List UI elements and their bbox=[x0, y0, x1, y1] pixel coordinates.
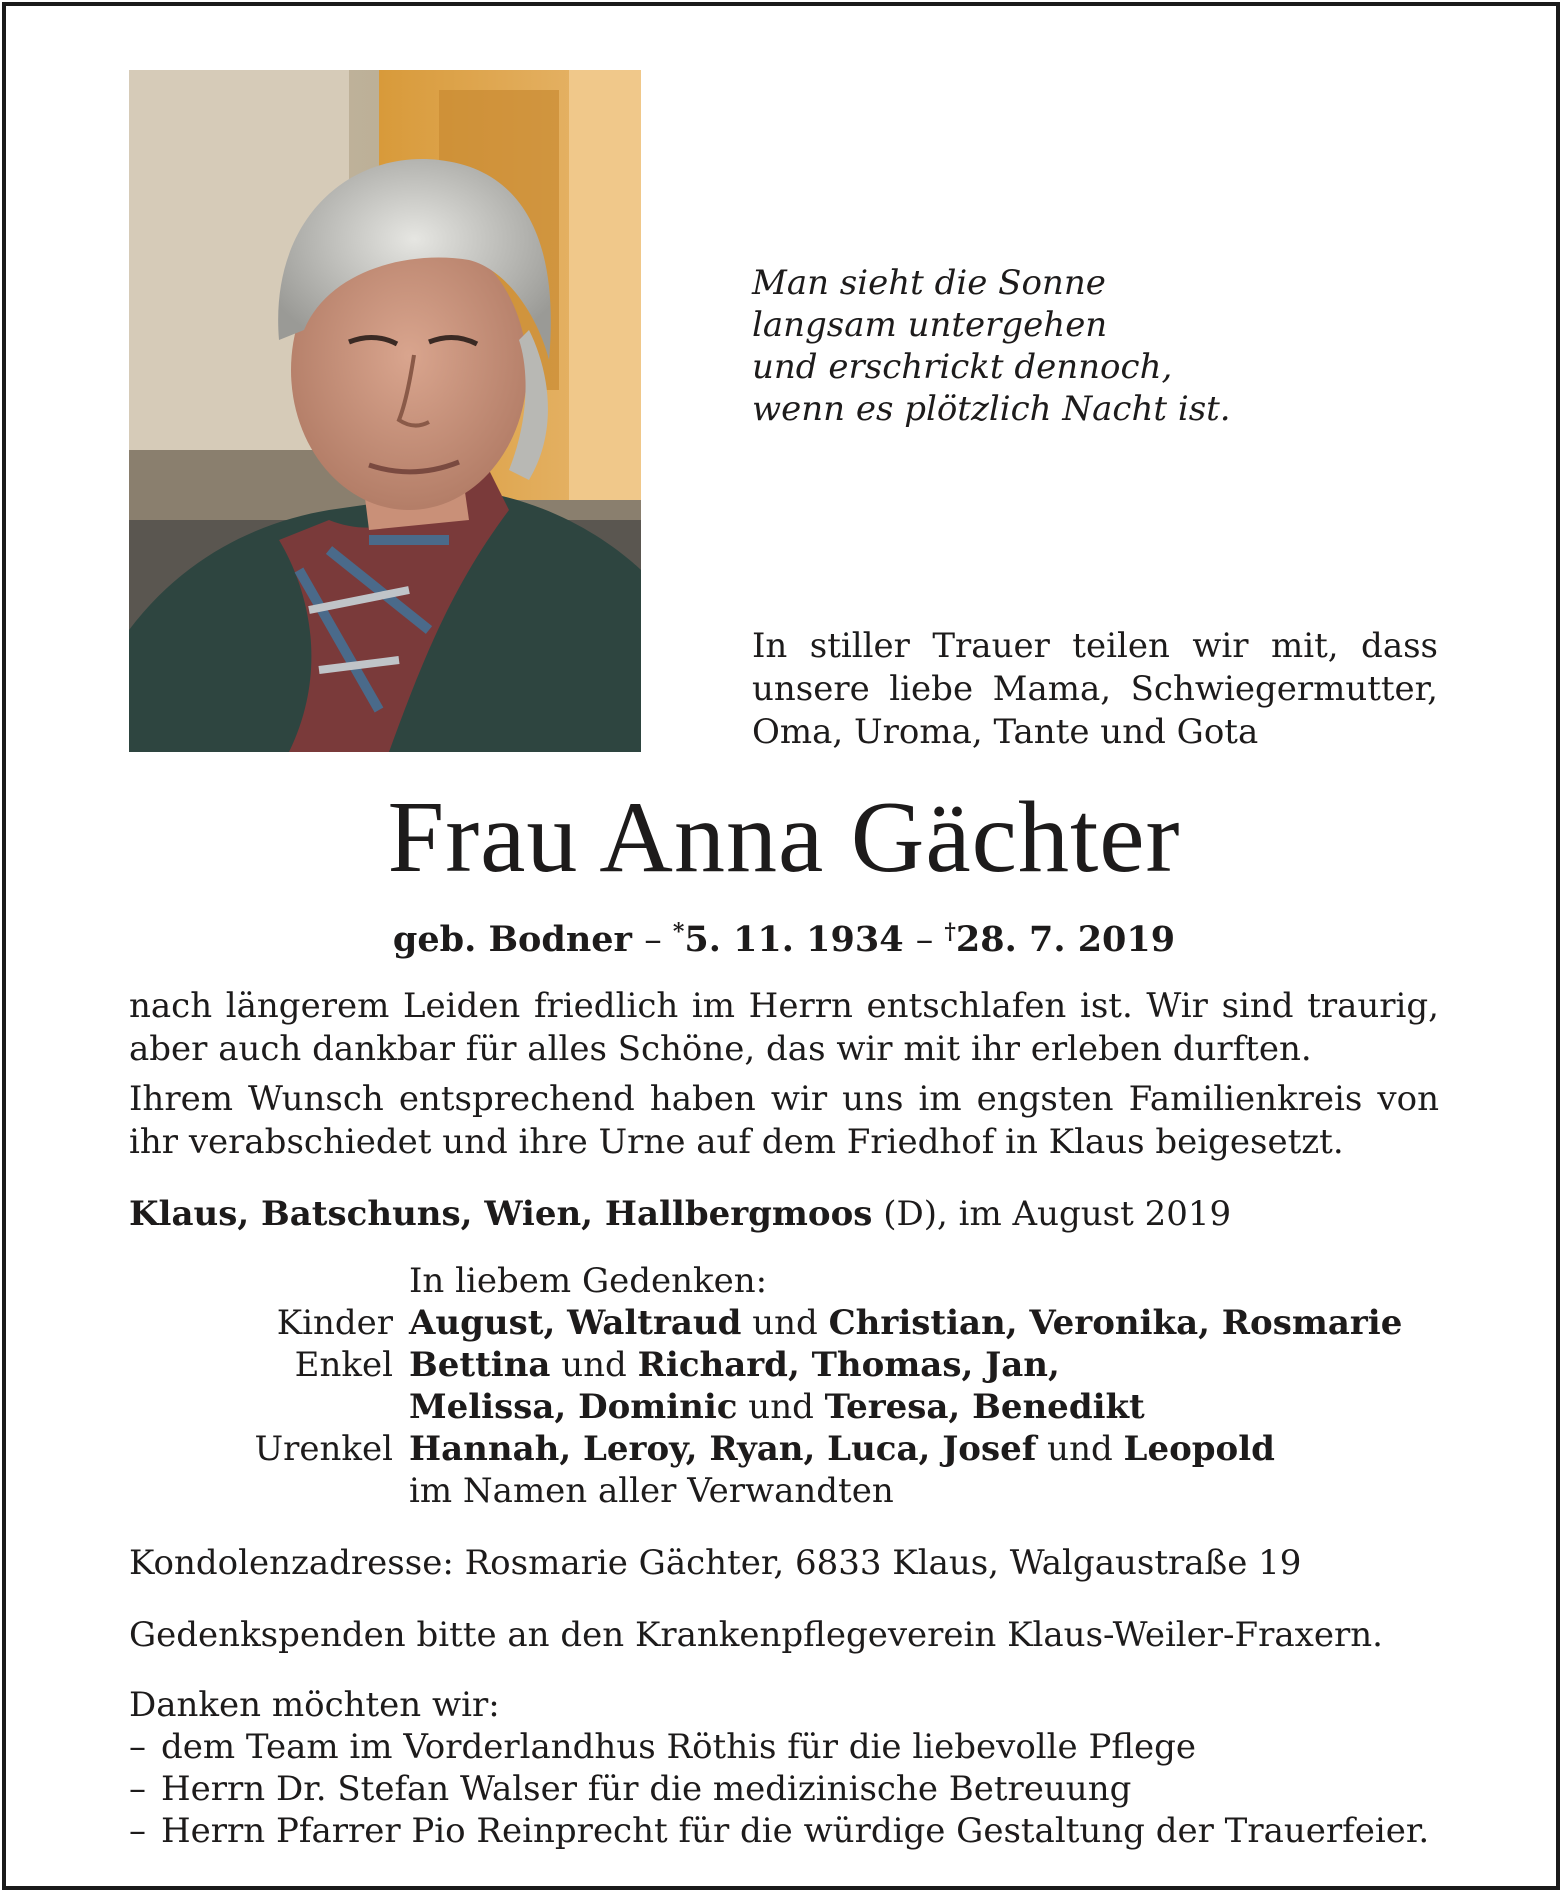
death-date: 28. 7. 2019 bbox=[955, 919, 1176, 960]
places-bold: Klaus, Batschuns, Wien, Hallbergmoos bbox=[129, 1194, 873, 1234]
family-row-enkel-cont bbox=[129, 1386, 1449, 1428]
thanks-item: Herrn Dr. Stefan Walser für die medizinische Betreuung bbox=[161, 1769, 1132, 1809]
family-names: Melissa, Dominic bbox=[409, 1387, 738, 1427]
family-names: Teresa, Benedikt bbox=[824, 1387, 1145, 1427]
paragraph-burial: Ihrem Wunsch entsprechend haben wir uns im engsten Familienkreis von ihr verabschiedet und ihre Urne auf dem Friedhof in Klaus beigesetzt. bbox=[129, 1079, 1439, 1162]
family-row-enkel bbox=[129, 1344, 1449, 1386]
family-names: August, Waltraud bbox=[409, 1303, 742, 1343]
family-names: Richard, Thomas, Jan, bbox=[637, 1345, 1060, 1385]
separator: – bbox=[915, 920, 934, 960]
portrait-image bbox=[129, 70, 641, 752]
separator: – bbox=[644, 920, 662, 960]
thanks-item: Herrn Pfarrer Pio Reinprecht für die würdige Gestaltung der Trauerfeier. bbox=[161, 1811, 1430, 1851]
birth-name: geb. Bodner bbox=[392, 919, 632, 960]
birth-date: 5. 11. 1934 bbox=[684, 919, 904, 960]
thanks-item: dem Team im Vorderlandhus Röthis für die liebevolle Pflege bbox=[161, 1727, 1197, 1767]
role-label: Urenkel bbox=[254, 1429, 393, 1469]
quote-line: Man sieht die Sonne bbox=[752, 263, 1106, 303]
condolence-address: Kondolenzadresse: Rosmarie Gächter, 6833 Klaus, Walgaustraße 19 bbox=[129, 1543, 1302, 1583]
list-item bbox=[129, 1726, 1429, 1768]
family-names: Hannah, Leroy, Ryan, Luca, Josef bbox=[409, 1429, 1037, 1469]
intro-text: In stiller Trauer teilen wir mit, dass unsere liebe Mama, Schwiegermutter, Oma, Uroma, Tante und Gota bbox=[752, 626, 1438, 752]
role-label: Kinder bbox=[276, 1303, 393, 1343]
donations-note: Gedenkspenden bitte an den Krankenpflegeverein Klaus-Weiler-Fraxern. bbox=[129, 1615, 1383, 1655]
list-item bbox=[129, 1810, 1429, 1852]
family-names: Christian, Veronika, Rosmarie bbox=[828, 1303, 1403, 1343]
quote-line: langsam untergehen bbox=[752, 305, 1108, 345]
conjunction: und bbox=[1036, 1429, 1124, 1469]
dates-line bbox=[0, 910, 1568, 962]
quote-line: und erschrickt dennoch, bbox=[752, 347, 1173, 387]
paragraph-death: nach längerem Leiden friedlich im Herrn entschlafen ist. Wir sind traurig, aber auch dankbar für alles Schöne, das wir mit ihr erleben durften. bbox=[129, 986, 1439, 1069]
role-label: Enkel bbox=[294, 1345, 393, 1385]
family-names: Bettina bbox=[409, 1345, 551, 1385]
conjunction: und bbox=[741, 1303, 829, 1343]
family-row-urenkel bbox=[129, 1428, 1449, 1470]
bullet: – bbox=[129, 1727, 146, 1767]
family-list bbox=[129, 1260, 1449, 1512]
death-symbol: † bbox=[944, 919, 956, 945]
places-line bbox=[129, 1193, 1231, 1236]
family-names: Leopold bbox=[1123, 1429, 1275, 1469]
deceased-name: Frau Anna Gächter bbox=[387, 781, 1181, 894]
family-footer: im Namen aller Verwandten bbox=[409, 1471, 894, 1511]
list-item bbox=[129, 1768, 1429, 1810]
portrait-photo bbox=[129, 70, 641, 752]
family-row-kinder bbox=[129, 1302, 1449, 1344]
conjunction: und bbox=[550, 1345, 638, 1385]
thanks-block bbox=[129, 1684, 1429, 1852]
birth-symbol: * bbox=[672, 919, 685, 945]
family-heading: In liebem Gedenken: bbox=[409, 1261, 768, 1301]
places-rest: (D), im August 2019 bbox=[872, 1194, 1232, 1234]
quote-block bbox=[752, 262, 1231, 430]
thanks-heading: Danken möchten wir: bbox=[129, 1685, 500, 1725]
conjunction: und bbox=[737, 1387, 825, 1427]
bullet: – bbox=[129, 1769, 146, 1809]
quote-line: wenn es plötzlich Nacht ist. bbox=[752, 389, 1231, 429]
bullet: – bbox=[129, 1811, 146, 1851]
